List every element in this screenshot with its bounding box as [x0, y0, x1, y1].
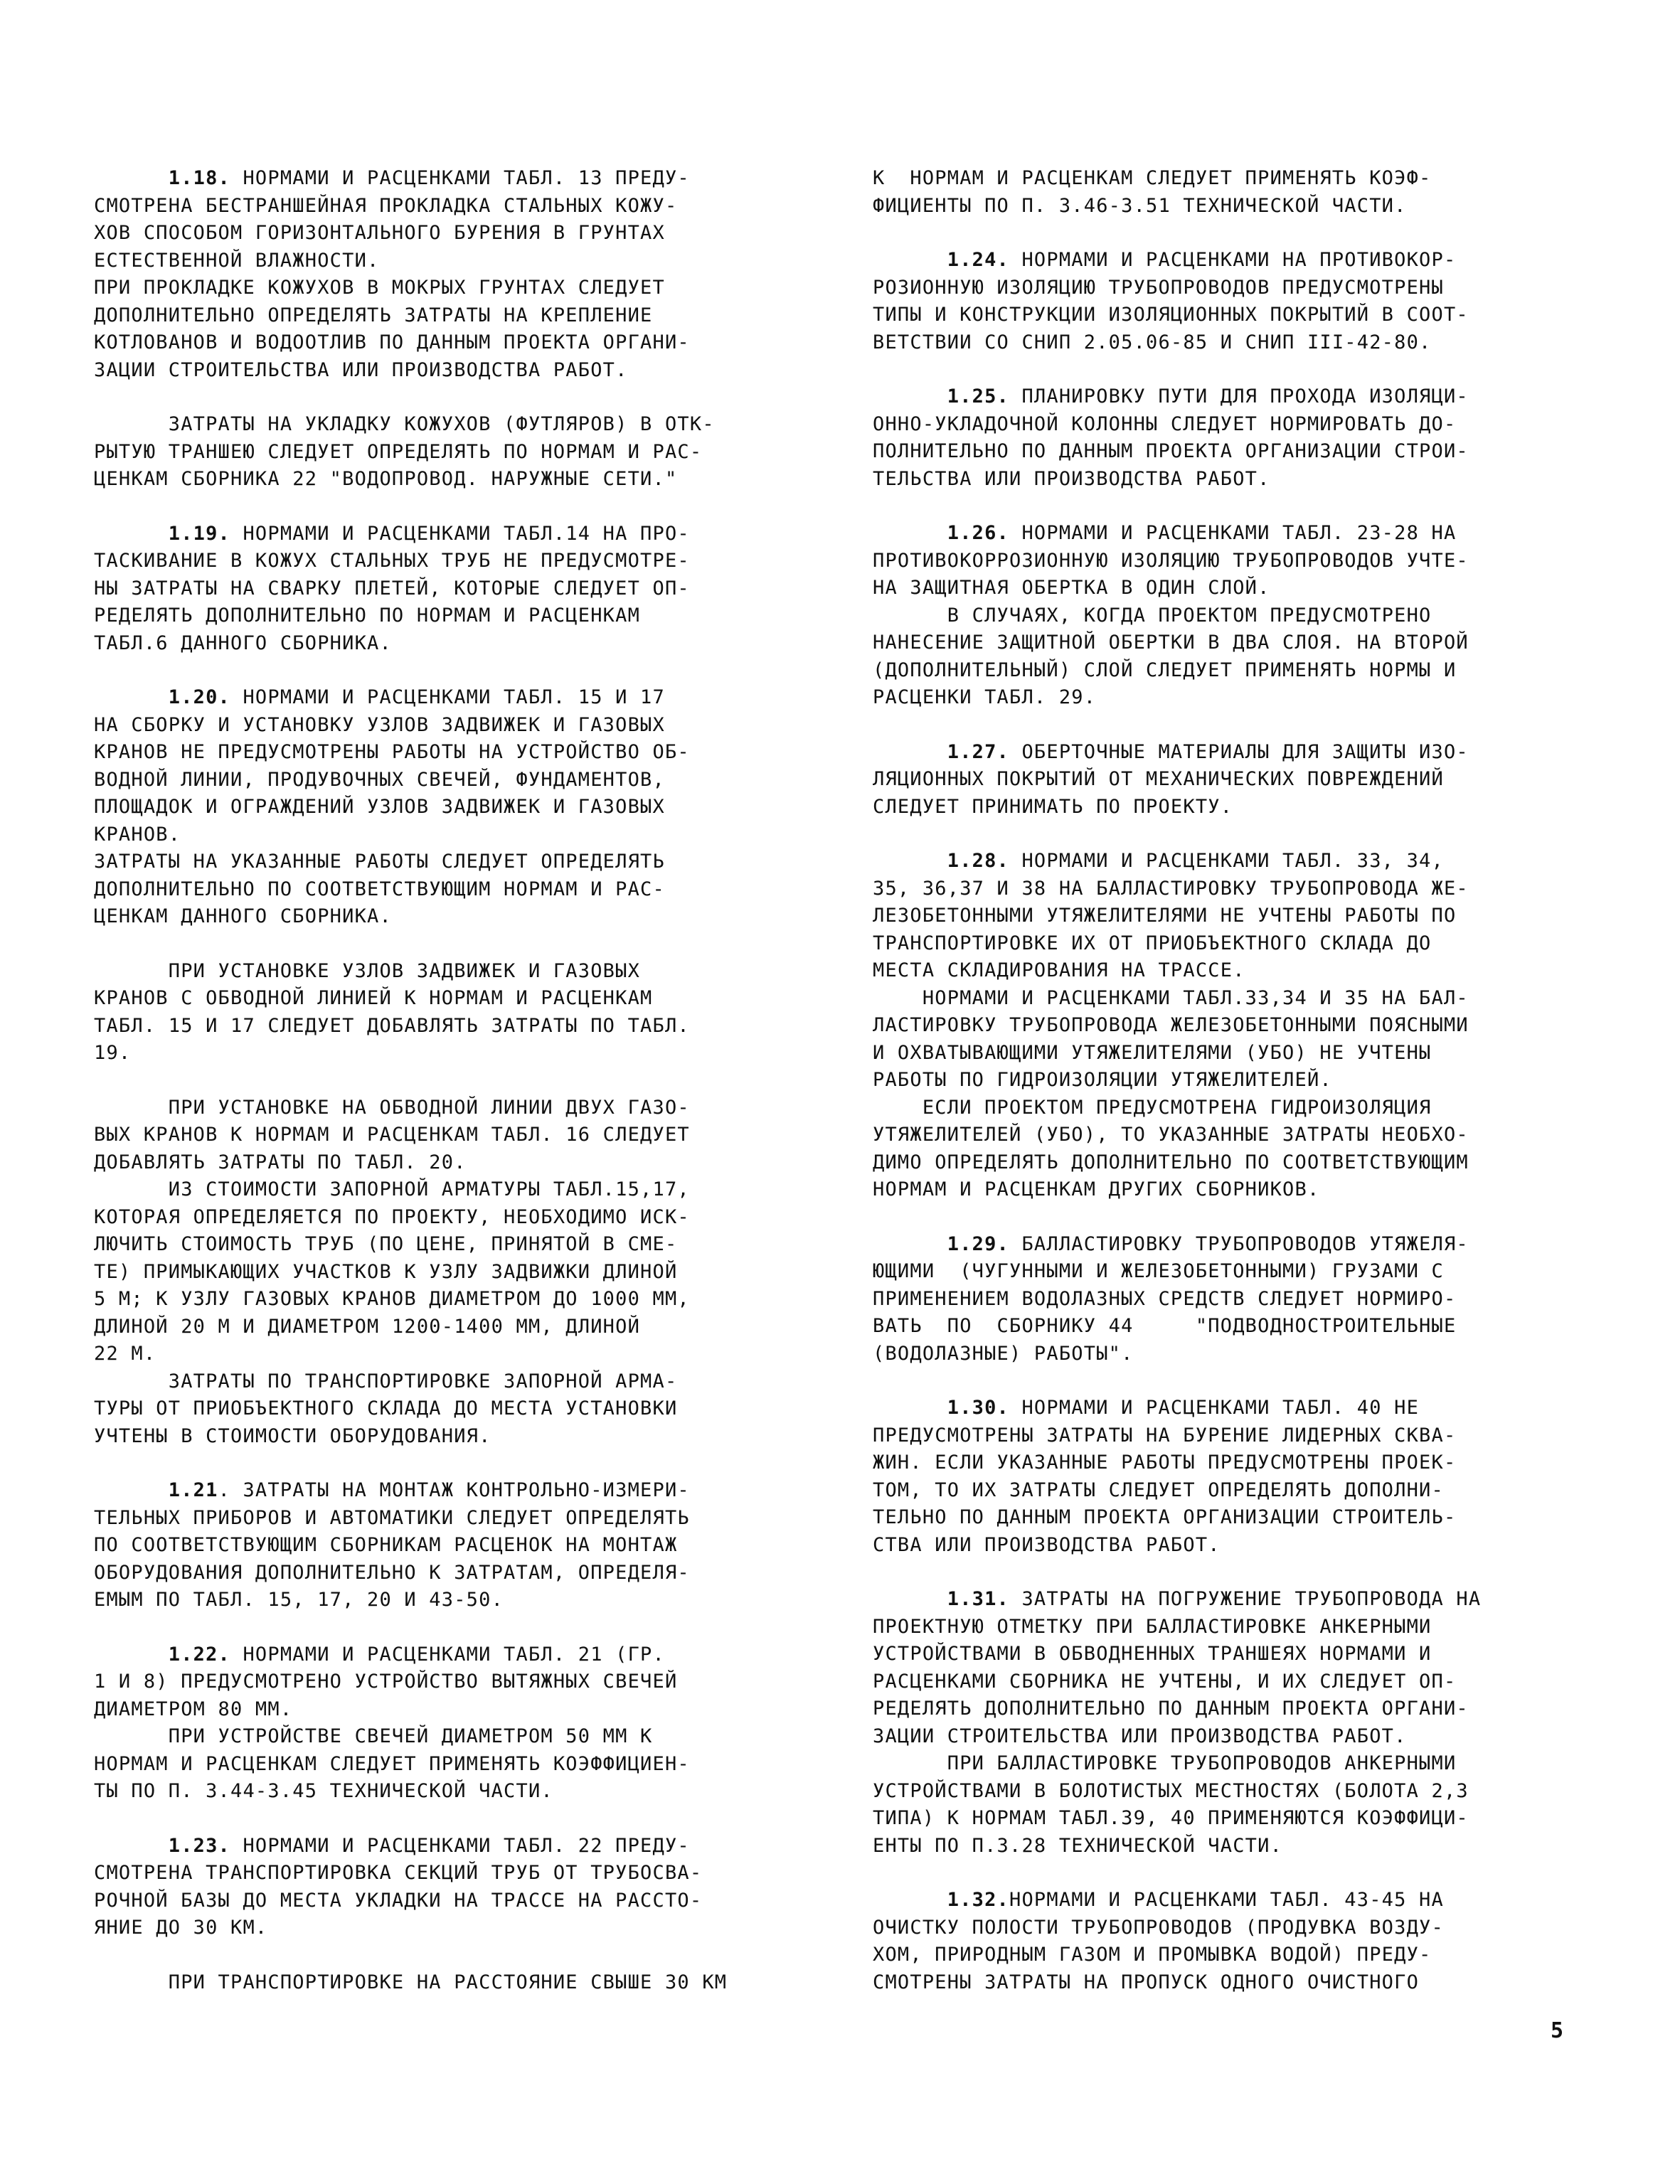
- right-column: [873, 165, 1591, 1996]
- paragraph-1-26: [873, 520, 1591, 712]
- paragraph-1-19: [94, 521, 805, 658]
- clause-number: 1.23.: [168, 1834, 231, 1857]
- paragraph-1-23-continued: К НОРМАМ И РАСЦЕНКАМ СЛЕДУЕТ ПРИМЕНЯТЬ КОЭФ- ФИЦИЕНТЫ ПО П. 3.46-3.51 ТЕХНИЧЕСКОЙ ЧАСТИ.: [873, 167, 1432, 217]
- clause-text: ЗАТРАТЫ НА ПОГРУЖЕНИЕ ТРУБОПРОВОДА НА ПРОЕКТНУЮ ОТМЕТКУ ПРИ БАЛЛАСТИРОВКЕ АНКЕРНЫМИ УСТРОЙСТВАМИ В ОБВОДНЕННЫХ ТРАНШЕЯХ НОРМАМИ И РАСЦЕНКАМИ СБОРНИКА НЕ УЧТЕНЫ, И ИХ СЛЕДУЕТ ОП- РЕДЕЛЯТЬ ДОПОЛНИТЕЛЬНО ПО ДАННЫМ ПРОЕКТА ОРГАНИ- ЗАЦИИ СТРОИТЕЛЬСТВА ИЛИ ПРОИЗВОДСТВА РАБОТ. ПРИ БАЛЛАСТИРОВКЕ ТРУБОПРОВОДОВ АНКЕРНЫМИ УСТРОЙСТВАМИ В БОЛОТИСТЫХ МЕСТНОСТЯХ (БОЛОТА 2,3 ТИПА) К НОРМАМ ТАБЛ.39, 40 ПРИМЕНЯЮТСЯ КОЭФФИЦИ- ЕНТЫ ПО П.3.28 ТЕХНИЧЕСКОЙ ЧАСТИ.: [873, 1588, 1482, 1857]
- paragraph-1-20: [94, 684, 805, 931]
- paragraph-1-18: [94, 165, 805, 384]
- clause-number: 1.32.: [947, 1889, 1010, 1911]
- clause-text: НОРМАМИ И РАСЦЕНКАМИ ТАБЛ. 13 ПРЕДУ- СМОТРЕНА БЕСТРАНШЕЙНАЯ ПРОКЛАДКА СТАЛЬНЫХ КОЖУ- ХОВ СПОСОБОМ ГОРИЗОНТАЛЬНОГО БУРЕНИЯ В ГРУНТАХ ЕСТЕСТВЕННОЙ ВЛАЖНОСТИ. ПРИ ПРОКЛАДКЕ КОЖУХОВ В МОКРЫХ ГРУНТАХ СЛЕДУЕТ ДОПОЛНИТЕЛЬНО ОПРЕДЕЛЯТЬ ЗАТРАТЫ НА КРЕПЛЕНИЕ КОТЛОВАНОВ И ВОДООТЛИВ ПО ДАННЫМ ПРОЕКТА ОРГАНИ- ЗАЦИИ СТРОИТЕЛЬСТВА ИЛИ ПРОИЗВОДСТВА РАБОТ.: [94, 167, 690, 381]
- paragraph-1-31: [873, 1586, 1591, 1860]
- clause-text: НОРМАМИ И РАСЦЕНКАМИ ТАБЛ. 43-45 НА ОЧИСТКУ ПОЛОСТИ ТРУБОПРОВОДОВ (ПРОДУВКА ВОЗДУ- ХОМ, ПРИРОДНЫМ ГАЗОМ И ПРОМЫВКА ВОДОЙ) ПРЕДУ- СМОТРЕНЫ ЗАТРАТЫ НА ПРОПУСК ОДНОГО ОЧИСТНОГО: [873, 1889, 1444, 1993]
- clause-text: НОРМАМИ И РАСЦЕНКАМИ ТАБЛ. 40 НЕ ПРЕДУСМОТРЕНЫ ЗАТРАТЫ НА БУРЕНИЕ ЛИДЕРНЫХ СКВА- ЖИН. ЕСЛИ УКАЗАННЫЕ РАБОТЫ ПРЕДУСМОТРЕНЫ ПРОЕК- ТОМ, ТО ИХ ЗАТРАТЫ СЛЕДУЕТ ОПРЕДЕЛЯТЬ ДОПОЛНИ- ТЕЛЬНО ПО ДАННЫМ ПРОЕКТА ОРГАНИЗАЦИИ СТРОИТЕЛЬ- СТВА ИЛИ ПРОИЗВОДСТВА РАБОТ.: [873, 1397, 1457, 1556]
- clause-number: 1.20.: [168, 686, 231, 708]
- page-number: 5: [1551, 2018, 1564, 2043]
- clause-text: ПЛАНИРОВКУ ПУТИ ДЛЯ ПРОХОДА ИЗОЛЯЦИ- ОННО-УКЛАДОЧНОЙ КОЛОННЫ СЛЕДУЕТ НОРМИРОВАТЬ ДО- ПОЛНИТЕЛЬНО ПО ДАННЫМ ПРОЕКТА ОРГАНИЗАЦИИ СТРОИ- ТЕЛЬСТВА ИЛИ ПРОИЗВОДСТВА РАБОТ.: [873, 385, 1469, 490]
- left-column: [94, 165, 805, 1996]
- paragraph-1-25: [873, 383, 1591, 493]
- clause-number: 1.24.: [947, 249, 1010, 271]
- paragraph-1-24: [873, 247, 1591, 356]
- clause-number: 1.27.: [947, 740, 1010, 763]
- paragraph-1-32: [873, 1887, 1591, 1996]
- clause-number: 1.30.: [947, 1397, 1010, 1419]
- clause-number: 1.19.: [168, 522, 231, 545]
- paragraph-1-23-extra: ПРИ ТРАНСПОРТИРОВКЕ НА РАССТОЯНИЕ СВЫШЕ 30 КМ: [94, 1971, 728, 1993]
- clause-text: НОРМАМИ И РАСЦЕНКАМИ НА ПРОТИВОКОР- РОЗИОННУЮ ИЗОЛЯЦИЮ ТРУБОПРОВОДОВ ПРЕДУСМОТРЕНЫ ТИПЫ И КОНСТРУКЦИИ ИЗОЛЯЦИОННЫХ ПОКРЫТИЙ В СООТ- ВЕТСТВИИ СО СНИП 2.05.06-85 И СНИП III-42-80.: [873, 249, 1469, 353]
- paragraph-1-21: [94, 1477, 805, 1614]
- clause-text: НОРМАМИ И РАСЦЕНКАМИ ТАБЛ.14 НА ПРО- ТАСКИВАНИЕ В КОЖУХ СТАЛЬНЫХ ТРУБ НЕ ПРЕДУСМОТРЕ- НЫ ЗАТРАТЫ НА СВАРКУ ПЛЕТЕЙ, КОТОРЫЕ СЛЕДУЕТ ОП- РЕДЕЛЯТЬ ДОПОЛНИТЕЛЬНО ПО НОРМАМ И РАСЦЕНКАМ ТАБЛ.6 ДАННОГО СБОРНИКА.: [94, 522, 690, 654]
- clause-number: 1.18.: [168, 167, 231, 189]
- paragraph-1-29: [873, 1231, 1591, 1368]
- paragraph-1-30: [873, 1395, 1591, 1559]
- clause-number: 1.28.: [947, 850, 1010, 872]
- clause-number: 1.22.: [168, 1643, 231, 1666]
- paragraph-1-18-extra: ЗАТРАТЫ НА УКЛАДКУ КОЖУХОВ (ФУТЛЯРОВ) В ОТК- РЫТУЮ ТРАНШЕЮ СЛЕДУЕТ ОПРЕДЕЛЯТЬ ПО НОРМАМ И РАС- ЦЕНКАМ СБОРНИКА 22 "ВОДОПРОВОД. НАРУЖНЫЕ СЕТИ.": [94, 413, 715, 490]
- clause-text: НОРМАМИ И РАСЦЕНКАМИ ТАБЛ. 21 (ГР. 1 И 8) ПРЕДУСМОТРЕНО УСТРОЙСТВО ВЫТЯЖНЫХ СВЕЧЕЙ ДИАМЕТРОМ 80 ММ. ПРИ УСТРОЙСТВЕ СВЕЧЕЙ ДИАМЕТРОМ 50 ММ К НОРМАМ И РАСЦЕНКАМ СЛЕДУЕТ ПРИМЕНЯТЬ КОЭФФИЦИЕН- ТЫ ПО П. 3.44-3.45 ТЕХНИЧЕСКОЙ ЧАСТИ.: [94, 1643, 690, 1802]
- clause-number: 1.26.: [947, 522, 1010, 544]
- clause-text: БАЛЛАСТИРОВКУ ТРУБОПРОВОДОВ УТЯЖЕЛЯ- ЮЩИМИ (ЧУГУННЫМИ И ЖЕЛЕЗОБЕТОННЫМИ) ГРУЗАМИ С ПРИМЕНЕНИЕМ ВОДОЛАЗНЫХ СРЕДСТВ СЛЕДУЕТ НОРМИРО- ВАТЬ ПО СБОРНИКУ 44 "ПОДВОДНОСТРОИТЕЛЬНЫЕ (ВОДОЛАЗНЫЕ) РАБОТЫ".: [873, 1232, 1469, 1365]
- paragraph-1-27: [873, 739, 1591, 821]
- clause-text: НОРМАМИ И РАСЦЕНКАМИ ТАБЛ. 23-28 НА ПРОТИВОКОРРОЗИОННУЮ ИЗОЛЯЦИЮ ТРУБОПРОВОДОВ УЧТЕ- НА ЗАЩИТНАЯ ОБЕРТКА В ОДИН СЛОЙ. В СЛУЧАЯХ, КОГДА ПРОЕКТОМ ПРЕДУСМОТРЕНО НАНЕСЕНИЕ ЗАЩИТНОЙ ОБЕРТКИ В ДВА СЛОЯ. НА ВТОРОЙ (ДОПОЛНИТЕЛЬНЫЙ) СЛОЙ СЛЕДУЕТ ПРИМЕНЯТЬ НОРМЫ И РАСЦЕНКИ ТАБЛ. 29.: [873, 522, 1469, 708]
- paragraph-1-20-extra-2: ПРИ УСТАНОВКЕ НА ОБВОДНОЙ ЛИНИИ ДВУХ ГАЗО- ВЫХ КРАНОВ К НОРМАМ И РАСЦЕНКАМ ТАБЛ. 16 СЛЕДУЕТ ДОБАВЛЯТЬ ЗАТРАТЫ ПО ТАБЛ. 20. ИЗ СТОИМОСТИ ЗАПОРНОЙ АРМАТУРЫ ТАБЛ.15,17, КОТОРАЯ ОПРЕДЕЛЯЕТСЯ ПО ПРОЕКТУ, НЕОБХОДИМО ИСК- ЛЮЧИТЬ СТОИМОСТЬ ТРУБ (ПО ЦЕНЕ, ПРИНЯТОЙ В СМЕ- ТЕ) ПРИМЫКАЮЩИХ УЧАСТКОВ К УЗЛУ ЗАДВИЖКИ ДЛИНОЙ 5 М; К УЗЛУ ГАЗОВЫХ КРАНОВ ДИАМЕТРОМ ДО 1000 ММ, ДЛИНОЙ 20 М И ДИАМЕТРОМ 1200-1400 ММ, ДЛИНОЙ 22 М. ЗАТРАТЫ ПО ТРАНСПОРТИРОВКЕ ЗАПОРНОЙ АРМА- ТУРЫ ОТ ПРИОБЪЕКТНОГО СКЛАДА ДО МЕСТА УСТАНОВКИ УЧТЕНЫ В СТОИМОСТИ ОБОРУДОВАНИЯ.: [94, 1096, 690, 1447]
- clause-text: . ЗАТРАТЫ НА МОНТАЖ КОНТРОЛЬНО-ИЗМЕРИ- ТЕЛЬНЫХ ПРИБОРОВ И АВТОМАТИКИ СЛЕДУЕТ ОПРЕДЕЛЯТЬ ПО СООТВЕТСТВУЮЩИМ СБОРНИКАМ РАСЦЕНОК НА МОНТАЖ ОБОРУДОВАНИЯ ДОПОЛНИТЕЛЬНО К ЗАТРАТАМ, ОПРЕДЕЛЯ- ЕМЫМ ПО ТАБЛ. 15, 17, 20 И 43-50.: [94, 1479, 690, 1611]
- clause-text: ОБЕРТОЧНЫЕ МАТЕРИАЛЫ ДЛЯ ЗАЩИТЫ ИЗО- ЛЯЦИОННЫХ ПОКРЫТИЙ ОТ МЕХАНИЧЕСКИХ ПОВРЕЖДЕНИЙ СЛЕДУЕТ ПРИНИМАТЬ ПО ПРОЕКТУ.: [873, 740, 1469, 818]
- clause-text: НОРМАМИ И РАСЦЕНКАМИ ТАБЛ. 22 ПРЕДУ- СМОТРЕНА ТРАНСПОРТИРОВКА СЕКЦИЙ ТРУБ ОТ ТРУБОСВА- РОЧНОЙ БАЗЫ ДО МЕСТА УКЛАДКИ НА ТРАССЕ НА РАССТО- ЯНИЕ ДО 30 КМ.: [94, 1834, 703, 1939]
- paragraph-1-28: [873, 848, 1591, 1204]
- paragraph-1-22: [94, 1641, 805, 1806]
- clause-number: 1.29.: [947, 1232, 1010, 1255]
- clause-text: НОРМАМИ И РАСЦЕНКАМИ ТАБЛ. 15 И 17 НА СБОРКУ И УСТАНОВКУ УЗЛОВ ЗАДВИЖЕК И ГАЗОВЫХ КРАНОВ НЕ ПРЕДУСМОТРЕНЫ РАБОТЫ НА УСТРОЙСТВО ОБ- ВОДНОЙ ЛИНИИ, ПРОДУВОЧНЫХ СВЕЧЕЙ, ФУНДАМЕНТОВ, ПЛОЩАДОК И ОГРАЖДЕНИЙ УЗЛОВ ЗАДВИЖЕК И ГАЗОВЫХ КРАНОВ. ЗАТРАТЫ НА УКАЗАННЫЕ РАБОТЫ СЛЕДУЕТ ОПРЕДЕЛЯТЬ ДОПОЛНИТЕЛЬНО ПО СООТВЕТСТВУЮЩИМ НОРМАМ И РАС- ЦЕНКАМ ДАННОГО СБОРНИКА.: [94, 686, 690, 927]
- paragraph-1-20-extra-1: ПРИ УСТАНОВКЕ УЗЛОВ ЗАДВИЖЕК И ГАЗОВЫХ КРАНОВ С ОБВОДНОЙ ЛИНИЕЙ К НОРМАМ И РАСЦЕНКАМ ТАБЛ. 15 И 17 СЛЕДУЕТ ДОБАВЛЯТЬ ЗАТРАТЫ ПО ТАБЛ. 19.: [94, 959, 690, 1064]
- paragraph-1-23: [94, 1833, 805, 1942]
- clause-number: 1.21: [168, 1479, 218, 1501]
- clause-number: 1.25.: [947, 385, 1010, 407]
- clause-number: 1.31.: [947, 1588, 1010, 1610]
- clause-text: НОРМАМИ И РАСЦЕНКАМИ ТАБЛ. 33, 34, 35, 36,37 И 38 НА БАЛЛАСТИРОВКУ ТРУБОПРОВОДА ЖЕ- ЛЕЗОБЕТОННЫМИ УТЯЖЕЛИТЕЛЯМИ НЕ УЧТЕНЫ РАБОТЫ ПО ТРАНСПОРТИРОВКЕ ИХ ОТ ПРИОБЪЕКТНОГО СКЛАДА ДО МЕСТА СКЛАДИРОВАНИЯ НА ТРАССЕ. НОРМАМИ И РАСЦЕНКАМИ ТАБЛ.33,34 И 35 НА БАЛ- ЛАСТИРОВКУ ТРУБОПРОВОДА ЖЕЛЕЗОБЕТОННЫМИ ПОЯСНЫМИ И ОХВАТЫВАЮЩИМИ УТЯЖЕЛИТЕЛЯМИ (УБО) НЕ УЧТЕНЫ РАБОТЫ ПО ГИДРОИЗОЛЯЦИИ УТЯЖЕЛИТЕЛЕЙ. ЕСЛИ ПРОЕКТОМ ПРЕДУСМОТРЕНА ГИДРОИЗОЛЯЦИЯ УТЯЖЕЛИТЕЛЕЙ (УБО), ТО УКАЗАННЫЕ ЗАТРАТЫ НЕОБХО- ДИМО ОПРЕДЕЛЯТЬ ДОПОЛНИТЕЛЬНО ПО СООТВЕТСТВУЮЩИМ НОРМАМ И РАСЦЕНКАМ ДРУГИХ СБОРНИКОВ.: [873, 850, 1469, 1200]
